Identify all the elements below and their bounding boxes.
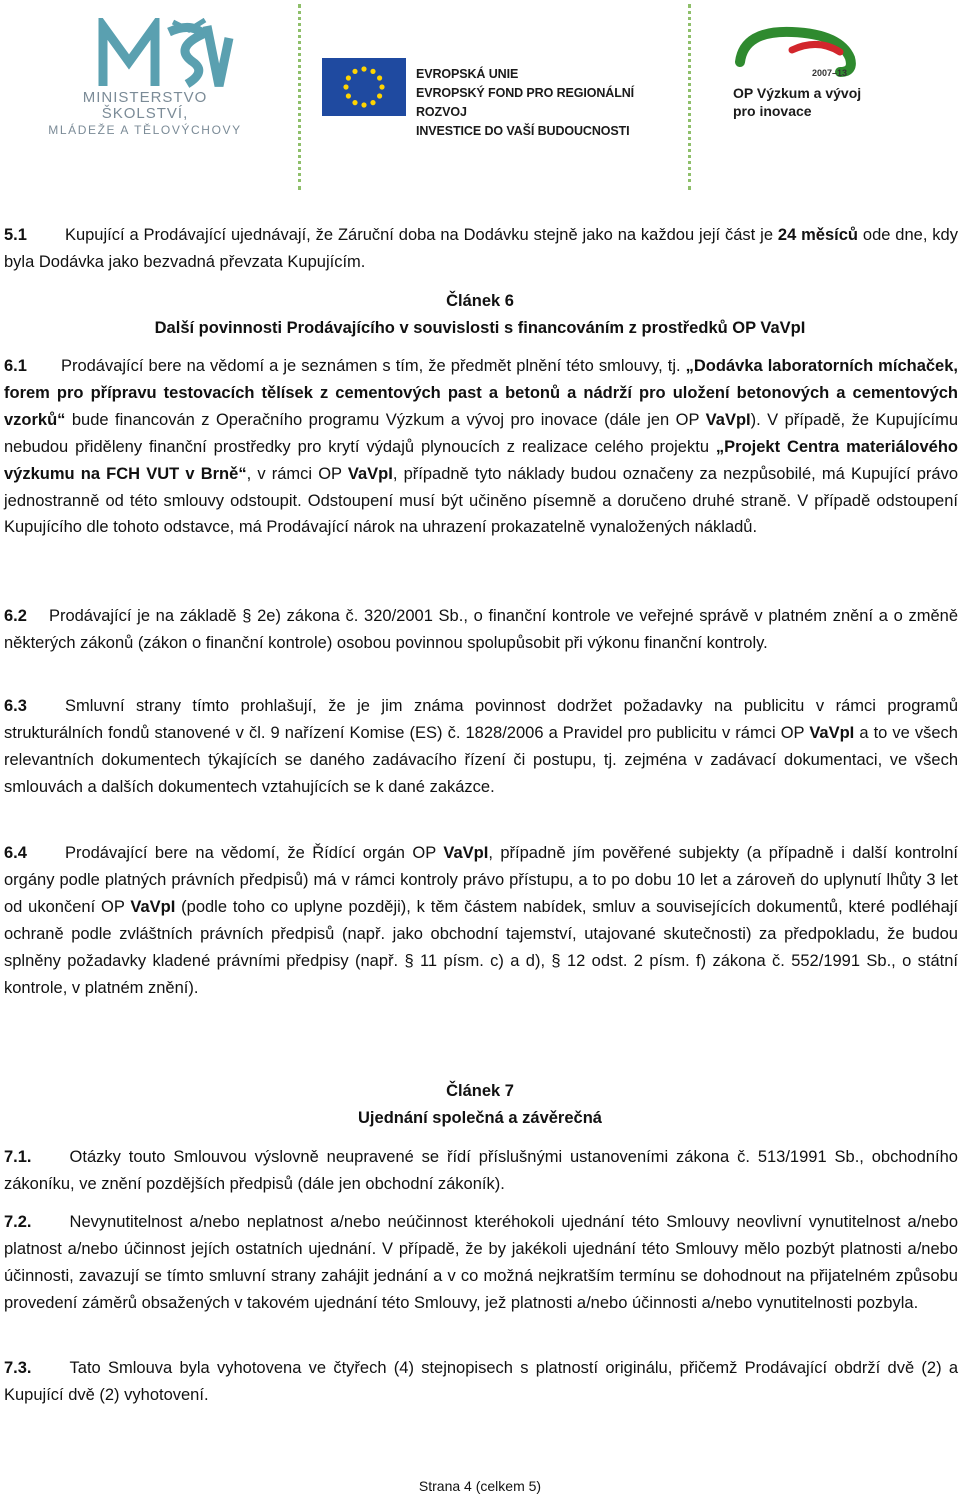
eu-line3: INVESTICE DO VAŠÍ BUDOUCNOSTI: [416, 124, 630, 138]
eu-logo: [322, 58, 682, 138]
msmt-name-line2: MLÁDEŽE A TĚLOVÝCHOVY: [48, 123, 242, 137]
eu-flag-icon: [322, 58, 406, 116]
dotted-divider: [298, 4, 301, 190]
article-6-subtitle: Další povinnosti Prodávajícího v souvislosti s financováním z prostředků OP VaVpI: [154, 319, 806, 337]
op-name-line1: OP Výzkum a vývoj: [733, 85, 862, 101]
op-name-line2: pro inovace: [733, 103, 812, 119]
msmt-name-line1: MINISTERSTVO ŠKOLSTVÍ,: [82, 89, 208, 122]
paragraph-7-1: 7.1. Otázky touto Smlouvou výslovně neupravené se řídí příslušnými ustanoveními zákona č. 513/1991 Sb., obchodního zákoníku, ve znění pozdějších předpisů (dále jen obchodní zákoník).: [4, 1148, 958, 1193]
eu-line1: EVROPSKÁ UNIE: [416, 67, 519, 81]
article-7-subtitle: Ujednání společná a závěrečná: [358, 1109, 602, 1127]
paragraph-6-1: 6.1 Prodávající bere na vědomí a je seznámen s tím, že předmět plnění této smlouvy, tj. „Dodávka laboratorních míchaček, forem pro přípravu testovacích tělísek z cementových past a betonů a nádrží pro uložení betonových a cementových vzorků“ bude financován z Operačního programu Výzkum a vývoj pro inovace (dále jen OP VaVpI). V případě, že Kupujícímu nebudou přiděleny finanční prostředky pro krytí výdajů plynoucích z realizace celého projektu „Projekt Centra materiálového výzkumu na FCH VUT v Brně“, v rámci OP VaVpI, případně tyto náklady budou označeny za nezpůsobilé, má Kupující právo jednostranně od této smlouvy odstoupit. Odstoupení musí být učiněno písemně a doručeno druhé straně. V případě odstoupení Kupujícího dle tohoto odstavce, má Prodávající nárok na uhrazení prokazatelně vynaložených nákladů.: [4, 357, 958, 537]
dotted-divider: [688, 4, 691, 190]
article-7-title: Článek 7: [446, 1082, 514, 1100]
paragraph-5-1: 5.1 Kupující a Prodávající ujednávají, že Záruční doba na Dodávku stejně jako na každou její část je 24 měsíců ode dne, kdy byla Dodávka jako bezvadná převzata Kupujícím.: [4, 226, 958, 271]
paragraph-7-2: 7.2. Nevynutitelnost a/nebo neplatnost a/nebo neúčinnost kteréhokoli ujednání této Smlouvy neovlivní vynutitelnost a/nebo platnost a/nebo účinnost jejích ostatních ujednání. V případě, že by jakékoli ujednání této Smlouvy mělo pozbýt platnosti a/nebo účinnosti, zavazují se tímto smluvní strany zahájit jednání a v co možná nejkratším termínu se dohodnout na přijatelném způsobu provedení záměrů obsažených v takovém ujednání této Smlouvy, jež platnosti a/nebo účinnosti a/nebo vynutitelnosti pozbyla.: [4, 1213, 958, 1312]
paragraph-6-4: 6.4 Prodávající bere na vědomí, že Řídící orgán OP VaVpI, případně jím pověřené subjekty (a případně i další kontrolní orgány podle platných právních předpisů) má v rámci kontroly právo přístupu, a to po dobu 10 let a zároveň do uplynutí lhůty 3 let od ukončení OP VaVpI (podle toho co uplyne později), k těm částem nabídek, smluv a souvisejících dokumentů, které podléhají ochraně podle zvláštních právních předpisů (např. jako obchodní tajemství, utajované skutečnosti) za předpokladu, že budou splněny požadavky kladené právními předpisy (např. § 11 písm. c) a d), § 12 odst. 2 písm. f) zákona č. 552/1991 Sb., o státní kontrole, v platném znění).: [4, 844, 958, 997]
page-header: [0, 0, 960, 190]
page-number: Strana 4 (celkem 5): [418, 1478, 542, 1494]
eu-line2: EVROPSKÝ FOND PRO REGIONÁLNÍ ROZVOJ: [416, 86, 635, 119]
msmt-logo: [40, 18, 250, 137]
msmt-emblem-icon: [95, 18, 235, 93]
paragraph-7-3: 7.3. Tato Smlouva byla vyhotovena ve čtyřech (4) stejnopisech s platností originálu, přičemž Prodávající obdrží dvě (2) a Kupující dvě (2) vyhotovení.: [4, 1359, 958, 1404]
paragraph-6-2: 6.2 Prodávající je na základě § 2e) zákona č. 320/2001 Sb., o finanční kontrole ve veřejné správě v platném znění a o změně některých zákonů (zákon o finanční kontrole) osobou povinnou spolupůsobit při výkonu finanční kontroly.: [4, 607, 958, 652]
paragraph-6-3: 6.3 Smluvní strany tímto prohlašují, že je jim známa povinnost dodržet požadavky na publicitu v rámci programů strukturálních fondů stanovené v čl. 9 nařízení Komise (ES) č. 1828/2006 a Pravidel pro publicitu v rámci OP VaVpI a to ve všech relevantních dokumentech týkajících se daného zadávacího řízení či postupu, tj. zejména v zadávací dokumentaci, ve všech smlouvách a dalších dokumentech vztahujících se k dané zakázce.: [4, 697, 958, 796]
op-years: 2007–13: [812, 68, 848, 78]
article-6-title: Článek 6: [446, 292, 514, 310]
